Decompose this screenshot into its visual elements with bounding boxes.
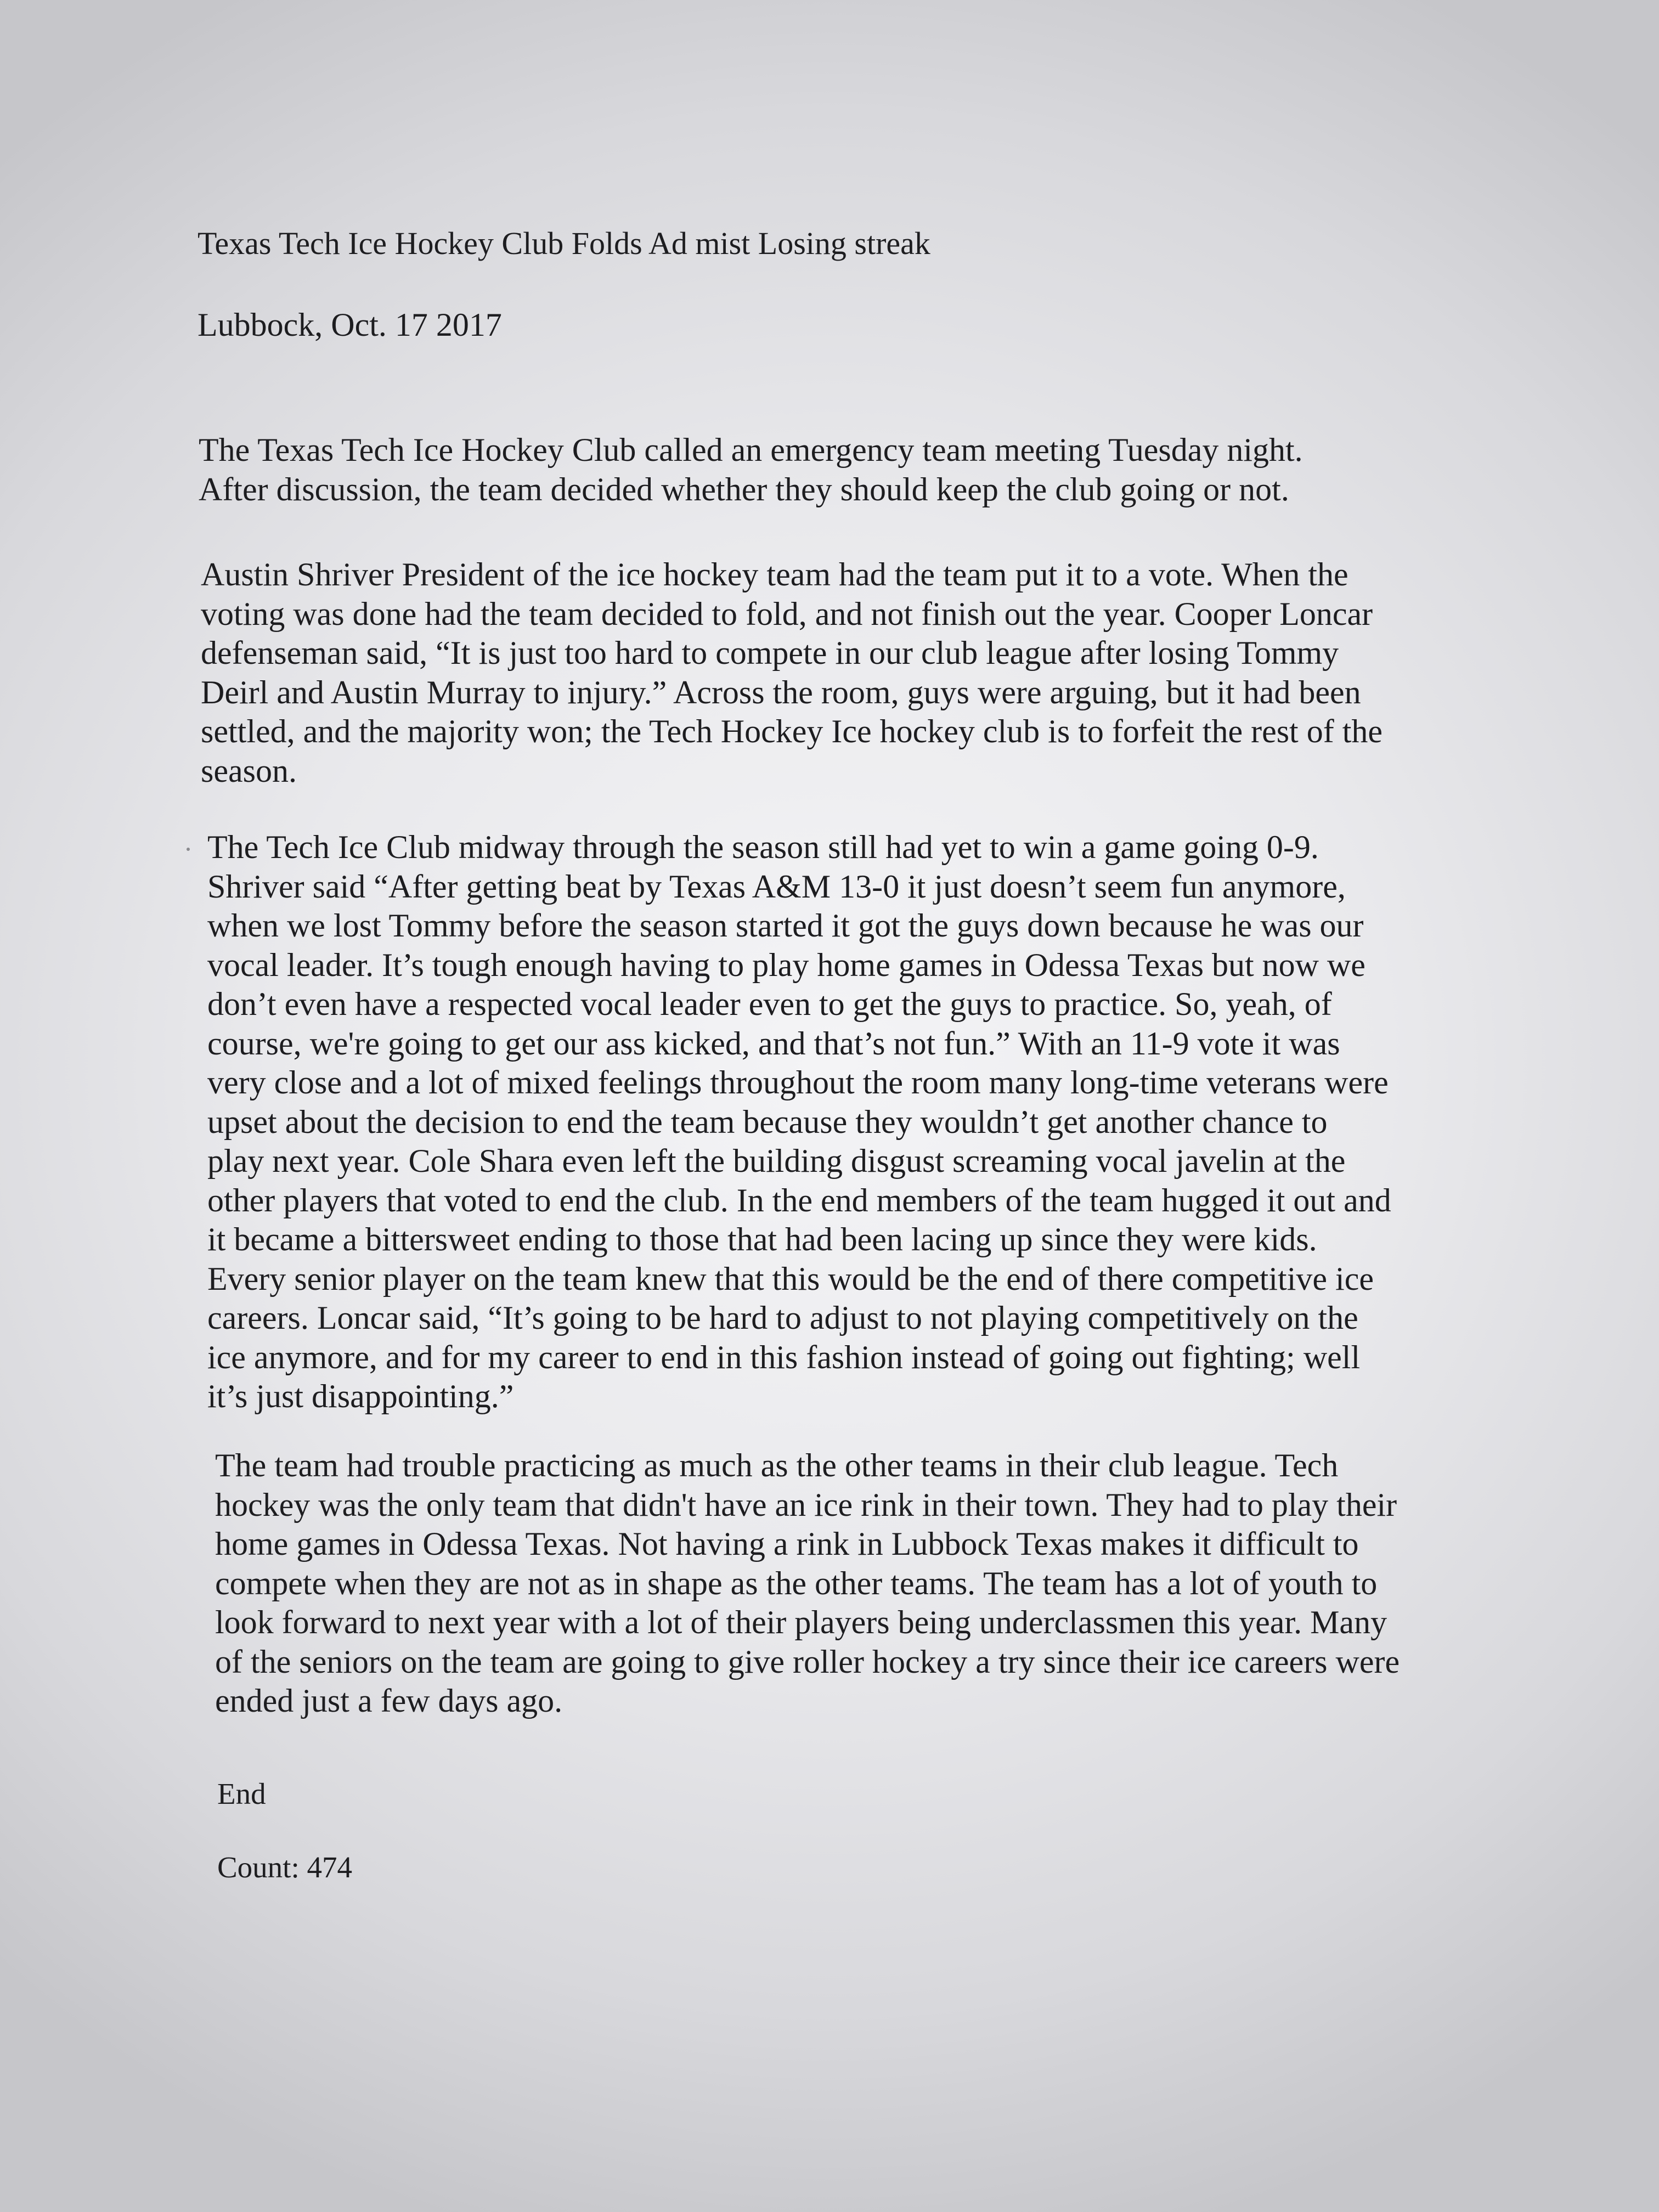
paragraph-line: Deirl and Austin Murray to injury.” Across the room, guys were arguing, but it had been bbox=[201, 674, 1361, 710]
paper-speck bbox=[187, 848, 190, 851]
dateline: Lubbock, Oct. 17 2017 bbox=[198, 307, 502, 343]
paragraph-line: The Tech Ice Club midway through the season still had yet to win a game going 0-9. bbox=[207, 829, 1319, 865]
paragraph-line: home games in Odessa Texas. Not having a rink in Lubbock Texas makes it difficult to bbox=[215, 1526, 1359, 1562]
paragraph-line: don’t even have a respected vocal leader even to get the guys to practice. So, yeah, of bbox=[207, 986, 1332, 1022]
paragraph-line: Austin Shriver President of the ice hockey team had the team put it to a vote. When the bbox=[201, 556, 1348, 592]
paragraph-line: season. bbox=[201, 752, 297, 789]
paragraph-line: it became a bittersweet ending to those that had been lacing up since they were kids. bbox=[207, 1221, 1317, 1257]
paragraph-line: vocal leader. It’s tough enough having to play home games in Odessa Texas but now we bbox=[207, 946, 1365, 983]
paragraph-line: it’s just disappointing.” bbox=[207, 1378, 514, 1414]
paragraph-line: when we lost Tommy before the season started it got the guys down because he was our bbox=[207, 907, 1364, 944]
paragraph-line: upset about the decision to end the team because they wouldn’t get another chance to bbox=[207, 1103, 1328, 1140]
article-title: Texas Tech Ice Hockey Club Folds Ad mist Losing streak bbox=[198, 225, 930, 261]
paragraph-line: defenseman said, “It is just too hard to compete in our club league after losing Tommy bbox=[201, 635, 1339, 671]
paragraph-line: compete when they are not as in shape as the other teams. The team has a lot of youth to bbox=[215, 1565, 1378, 1601]
paragraph-line: ended just a few days ago. bbox=[215, 1683, 563, 1719]
paragraph-3 bbox=[207, 828, 1391, 1417]
paragraph-line: very close and a lot of mixed feelings throughout the room many long-time veterans were bbox=[207, 1064, 1389, 1101]
paragraph-line: other players that voted to end the club. In the end members of the team hugged it out and bbox=[207, 1182, 1391, 1218]
paragraph-line: play next year. Cole Shara even left the building disgust screaming vocal javelin at the bbox=[207, 1143, 1346, 1179]
paragraph-line: The Texas Tech Ice Hockey Club called an emergency team meeting Tuesday night. bbox=[199, 432, 1303, 468]
paragraph-2 bbox=[201, 555, 1383, 791]
paragraph-4 bbox=[215, 1446, 1400, 1721]
paragraph-line: After discussion, the team decided whether they should keep the club going or not. bbox=[199, 471, 1289, 507]
paragraph-line: course, we're going to get our ass kicked, and that’s not fun.” With an 11-9 vote it was bbox=[207, 1025, 1340, 1062]
paragraph-line: of the seniors on the team are going to give roller hockey a try since their ice careers were bbox=[215, 1643, 1400, 1680]
paragraph-line: look forward to next year with a lot of their players being underclassmen this year. Many bbox=[215, 1604, 1387, 1640]
paragraph-line: careers. Loncar said, “It’s going to be hard to adjust to not playing competitively on the bbox=[207, 1300, 1358, 1336]
paragraph-line: Shriver said “After getting beat by Texas A&M 13-0 it just doesn’t seem fun anymore, bbox=[207, 868, 1346, 905]
paragraph-line: settled, and the majority won; the Tech Hockey Ice hockey club is to forfeit the rest of the bbox=[201, 713, 1383, 749]
end-marker: End bbox=[217, 1777, 266, 1810]
paragraph-1 bbox=[199, 431, 1303, 509]
paragraph-line: hockey was the only team that didn't have an ice rink in their town. They had to play their bbox=[215, 1486, 1397, 1523]
word-count: Count: 474 bbox=[217, 1850, 352, 1884]
paragraph-line: Every senior player on the team knew that this would be the end of there competitive ice bbox=[207, 1260, 1374, 1297]
paragraph-line: The team had trouble practicing as much as the other teams in their club league. Tech bbox=[215, 1447, 1339, 1483]
paragraph-line: voting was done had the team decided to fold, and not finish out the year. Cooper Loncar bbox=[201, 595, 1373, 632]
paragraph-line: ice anymore, and for my career to end in this fashion instead of going out fighting; well bbox=[207, 1339, 1361, 1375]
